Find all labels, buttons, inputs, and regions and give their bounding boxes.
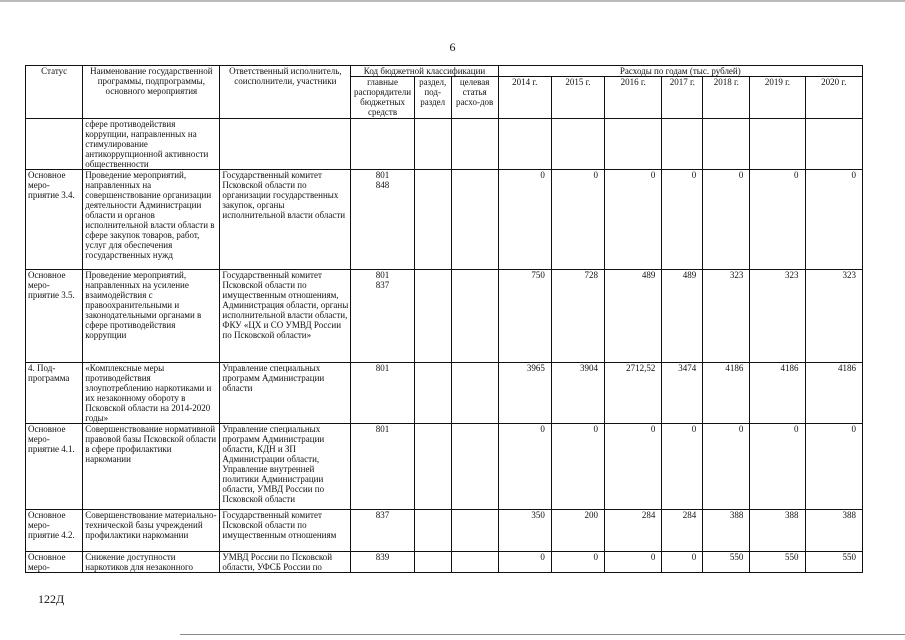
- header-year: 2015 г.: [551, 77, 604, 119]
- row-year-value: 2712,52: [605, 363, 662, 424]
- row-year-value: 0: [498, 552, 551, 573]
- row-year-value: 0: [805, 424, 862, 510]
- row-status: [26, 119, 83, 170]
- row-status: Основное меро-приятие 4.1.: [26, 424, 83, 510]
- row-year-value: 4186: [805, 363, 862, 424]
- row-bk-statya: [451, 424, 498, 510]
- row-bk-gr: 801: [351, 363, 414, 424]
- header-year: 2016 г.: [605, 77, 662, 119]
- row-year-value: 350: [498, 510, 551, 552]
- header-bk-statya: целевая статья расхо-дов: [451, 77, 498, 119]
- row-bk-gr: 837: [351, 510, 414, 552]
- row-bk-gr: 801 848: [351, 170, 414, 270]
- row-year-value: 323: [805, 270, 862, 363]
- row-executor: Управление специальных программ Администрации области, КДН и ЗП Администрации области, Управление внутренней политики Администрации области, УМВД России по Псковской области: [220, 424, 351, 510]
- row-bk-razdel: [414, 424, 451, 510]
- table-row: [26, 363, 863, 424]
- row-year-value: 0: [805, 170, 862, 270]
- row-year-value: 284: [605, 510, 662, 552]
- header-name: Наименование государственной программы, подпрограммы, основного мероприятия: [83, 66, 220, 119]
- row-year-value: 0: [703, 170, 750, 270]
- row-year-value: 284: [662, 510, 703, 552]
- row-executor: Управление специальных программ Администрации области: [220, 363, 351, 424]
- row-year-value: 388: [703, 510, 750, 552]
- row-year-value: 3965: [498, 363, 551, 424]
- row-executor: Государственный комитет Псковской области по имущественным отношениям: [220, 510, 351, 552]
- row-bk-razdel: [414, 170, 451, 270]
- row-executor: [220, 119, 351, 170]
- row-status: Основное меро-приятие 4.2.: [26, 510, 83, 552]
- row-year-value: [805, 119, 862, 170]
- row-year-value: 0: [750, 424, 805, 510]
- table-row: [26, 552, 863, 573]
- row-year-value: [498, 119, 551, 170]
- row-name: Снижение доступности наркотиков для незаконного: [83, 552, 220, 573]
- row-year-value: 550: [703, 552, 750, 573]
- row-year-value: 0: [662, 552, 703, 573]
- row-year-value: 4186: [703, 363, 750, 424]
- row-year-value: 0: [551, 552, 604, 573]
- row-year-value: [551, 119, 604, 170]
- row-year-value: 0: [551, 424, 604, 510]
- row-name: «Комплексные меры противодействия злоупотреблению наркотиками и их незаконному обороту в Псковской области на 2014-2020 годы»: [83, 363, 220, 424]
- row-executor: Государственный комитет Псковской области по организации государственных закупок, органы исполнительной власти области: [220, 170, 351, 270]
- row-year-value: 0: [498, 170, 551, 270]
- scan-edge-top: [0, 0, 905, 2]
- header-year: 2017 г.: [662, 77, 703, 119]
- row-executor: УМВД России по Псковской области, УФСБ России по: [220, 552, 351, 573]
- header-bk: Код бюджетной классификации: [351, 66, 498, 77]
- row-year-value: 489: [605, 270, 662, 363]
- scan-edge-bottom: [180, 634, 905, 635]
- row-bk-gr: 839: [351, 552, 414, 573]
- table-row: [26, 424, 863, 510]
- row-year-value: 550: [805, 552, 862, 573]
- row-year-value: 750: [498, 270, 551, 363]
- row-name: Совершенствование материально-технической базы учреждений профилактики наркомании: [83, 510, 220, 552]
- table-row: [26, 170, 863, 270]
- header-year: 2020 г.: [805, 77, 862, 119]
- row-year-value: 200: [551, 510, 604, 552]
- row-bk-gr: 801: [351, 424, 414, 510]
- row-bk-razdel: [414, 552, 451, 573]
- row-bk-gr: [351, 119, 414, 170]
- row-status: Основное меро-: [26, 552, 83, 573]
- table-row: [26, 270, 863, 363]
- row-year-value: 3474: [662, 363, 703, 424]
- row-bk-statya: [451, 363, 498, 424]
- row-year-value: [605, 119, 662, 170]
- row-year-value: 0: [605, 552, 662, 573]
- row-year-value: 0: [551, 170, 604, 270]
- row-bk-razdel: [414, 119, 451, 170]
- row-bk-statya: [451, 270, 498, 363]
- row-status: 4. Под-программа: [26, 363, 83, 424]
- row-year-value: [662, 119, 703, 170]
- row-year-value: [703, 119, 750, 170]
- row-name: Совершенствование нормативной правовой базы Псковской области в сфере профилактики наркомании: [83, 424, 220, 510]
- footer-code: 122Д: [38, 592, 65, 606]
- row-year-value: 728: [551, 270, 604, 363]
- row-year-value: 323: [703, 270, 750, 363]
- row-bk-razdel: [414, 270, 451, 363]
- row-year-value: 323: [750, 270, 805, 363]
- row-name: Проведение мероприятий, направленных на усиление взаимодействия с правоохранительными и законодательными органами в сфере противодействия коррупции: [83, 270, 220, 363]
- row-executor: Государственный комитет Псковской области по имущественным отношениям, Администрация области, органы исполнительной власти области, ФКУ «ЦХ и СО УМВД России по Псковской области»: [220, 270, 351, 363]
- row-status: Основное меро-приятие 3.5.: [26, 270, 83, 363]
- row-year-value: 0: [605, 170, 662, 270]
- row-year-value: [750, 119, 805, 170]
- row-bk-gr: 801 837: [351, 270, 414, 363]
- header-executor: Ответственный исполнитель, соисполнители, участники: [220, 66, 351, 119]
- page-number: 6: [449, 40, 456, 54]
- row-year-value: 0: [498, 424, 551, 510]
- header-expenses: Расходы по годам (тыс. рублей): [498, 66, 862, 77]
- header-bk-gr: главные распорядители бюджетных средств: [351, 77, 414, 119]
- budget-table: [25, 65, 863, 573]
- row-year-value: 489: [662, 270, 703, 363]
- row-name: сфере противодействия коррупции, направленных на стимулирование антикоррупционной активности общественности: [83, 119, 220, 170]
- table-row: [26, 510, 863, 552]
- row-name: Проведение мероприятий, направленных на совершенствование организации деятельности Администрации области и органов исполнительной власти области в сфере закупок товаров, работ, услуг для обеспечения государственных нужд: [83, 170, 220, 270]
- header-year: 2019 г.: [750, 77, 805, 119]
- row-year-value: 3904: [551, 363, 604, 424]
- row-year-value: 0: [703, 424, 750, 510]
- header-year: 2018 г.: [703, 77, 750, 119]
- row-bk-statya: [451, 510, 498, 552]
- header-bk-razdel: раздел, под-раздел: [414, 77, 451, 119]
- row-bk-statya: [451, 170, 498, 270]
- row-year-value: 550: [750, 552, 805, 573]
- row-bk-statya: [451, 119, 498, 170]
- row-year-value: 388: [750, 510, 805, 552]
- row-bk-statya: [451, 552, 498, 573]
- row-year-value: 0: [605, 424, 662, 510]
- row-year-value: 0: [662, 170, 703, 270]
- row-bk-razdel: [414, 363, 451, 424]
- row-year-value: 0: [750, 170, 805, 270]
- table-row: [26, 119, 863, 170]
- row-year-value: 4186: [750, 363, 805, 424]
- header-year: 2014 г.: [498, 77, 551, 119]
- row-year-value: 0: [662, 424, 703, 510]
- row-bk-razdel: [414, 510, 451, 552]
- header-status: Статус: [26, 66, 83, 119]
- row-year-value: 388: [805, 510, 862, 552]
- row-status: Основное меро-приятие 3.4.: [26, 170, 83, 270]
